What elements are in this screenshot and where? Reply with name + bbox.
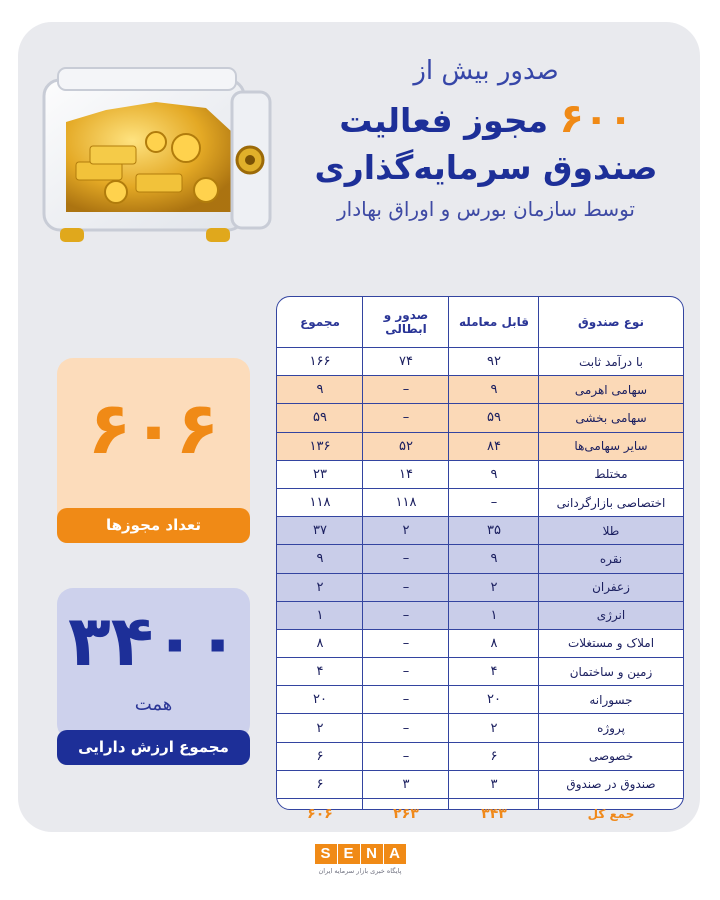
cell-issue: ۲ bbox=[402, 523, 410, 539]
total-tradable: ۳۴۳ bbox=[481, 806, 507, 822]
title-line2 bbox=[290, 96, 682, 142]
cell-type: صندوق در صندوق bbox=[566, 777, 656, 792]
cell-total: ۴ bbox=[316, 664, 324, 680]
cell-issue: – bbox=[402, 551, 410, 567]
table-row bbox=[277, 602, 683, 630]
total-issue: ۲۶۳ bbox=[393, 806, 419, 822]
total-total: ۶۰۶ bbox=[307, 806, 333, 822]
cell-issue: ۷۴ bbox=[399, 354, 413, 370]
cell-type: سهامی اهرمی bbox=[574, 382, 648, 397]
cell-total: ۹ bbox=[316, 382, 324, 398]
cell-total: ۳۷ bbox=[313, 523, 327, 539]
cell-type: جسورانه bbox=[589, 692, 633, 707]
header-total: مجموع bbox=[300, 315, 340, 329]
cell-tradable: ۲۰ bbox=[487, 692, 501, 708]
cell-total: ۵۹ bbox=[313, 410, 327, 426]
cell-issue: ۱۴ bbox=[399, 466, 413, 482]
cell-tradable: ۱ bbox=[490, 607, 498, 623]
title-number: ۶۰۰ bbox=[559, 96, 633, 142]
cell-issue: ۳ bbox=[402, 776, 410, 792]
table-row bbox=[277, 489, 683, 517]
cell-type: سهامی بخشی bbox=[575, 410, 647, 425]
cell-tradable: – bbox=[490, 495, 498, 511]
logo-letter: N bbox=[361, 844, 383, 864]
cell-tradable: ۳ bbox=[490, 776, 498, 792]
cell-total: ۹ bbox=[316, 551, 324, 567]
title-subtitle: توسط سازمان بورس و اوراق بهادار bbox=[336, 197, 635, 221]
table-total-row bbox=[277, 799, 683, 829]
cell-type: پروژه bbox=[597, 721, 625, 736]
table-row bbox=[277, 517, 683, 545]
cell-type: سایر سهامی‌ها bbox=[574, 439, 648, 454]
table-row bbox=[277, 404, 683, 432]
title-line3: صندوق سرمایه‌گذاری bbox=[314, 148, 658, 187]
cell-issue: – bbox=[402, 382, 410, 398]
cell-total: ۲ bbox=[316, 579, 324, 595]
cell-type: نقره bbox=[599, 551, 623, 566]
cell-type: املاک و مستغلات bbox=[567, 636, 655, 651]
cell-tradable: ۴ bbox=[490, 664, 498, 680]
table-row bbox=[277, 630, 683, 658]
cell-type: مختلط bbox=[594, 467, 628, 482]
table-row bbox=[277, 433, 683, 461]
licenses-card bbox=[57, 358, 250, 530]
total-label: جمع کل bbox=[587, 807, 635, 821]
cell-type: زمین و ساختمان bbox=[569, 664, 653, 679]
cell-tradable: ۳۵ bbox=[487, 523, 501, 539]
cell-type: خصوصی bbox=[588, 749, 634, 764]
cell-total: ۲۳ bbox=[313, 466, 327, 482]
cell-tradable: ۹ bbox=[490, 551, 498, 567]
cell-issue: – bbox=[402, 692, 410, 708]
cell-tradable: ۵۹ bbox=[487, 410, 501, 426]
funds-table bbox=[276, 296, 684, 822]
gold-safe-illustration bbox=[36, 62, 276, 258]
cell-total: ۲۰ bbox=[313, 692, 327, 708]
cell-type: با درآمد ثابت bbox=[579, 354, 643, 369]
cell-total: ۶ bbox=[316, 748, 324, 764]
header-issue: صدور و ابطالی bbox=[383, 308, 429, 336]
cell-total: ۱۱۸ bbox=[309, 495, 331, 511]
logo-letter: E bbox=[338, 844, 360, 864]
logo-letters bbox=[310, 844, 410, 864]
logo-letter: A bbox=[384, 844, 406, 864]
table-header bbox=[277, 297, 683, 348]
cell-tradable: ۶ bbox=[490, 748, 498, 764]
table-row bbox=[277, 743, 683, 771]
table-row bbox=[277, 376, 683, 404]
cell-total: ۱۶۶ bbox=[309, 354, 331, 370]
cell-type: انرژی bbox=[596, 608, 626, 623]
cell-total: ۲ bbox=[316, 720, 324, 736]
title-line1: صدور بیش از bbox=[413, 56, 559, 86]
cell-tradable: ۲ bbox=[490, 579, 498, 595]
cell-issue: – bbox=[402, 720, 410, 736]
assets-label: مجموع ارزش دارایی bbox=[57, 730, 250, 765]
table-row bbox=[277, 461, 683, 489]
table-row bbox=[277, 658, 683, 686]
cell-issue: – bbox=[402, 579, 410, 595]
licenses-label: تعداد مجوزها bbox=[57, 508, 250, 543]
assets-unit: همت bbox=[134, 694, 173, 715]
cell-total: ۱ bbox=[316, 607, 324, 623]
cell-issue: – bbox=[402, 748, 410, 764]
sena-logo bbox=[310, 844, 410, 878]
title-line2-text: مجوز فعالیت bbox=[339, 101, 549, 140]
cell-tradable: ۹۲ bbox=[487, 354, 501, 370]
cell-issue: – bbox=[402, 607, 410, 623]
cell-tradable: ۹ bbox=[490, 382, 498, 398]
cell-tradable: ۸۴ bbox=[487, 438, 501, 454]
header-tradable: قابل معامله bbox=[458, 315, 530, 329]
cell-issue: – bbox=[402, 635, 410, 651]
table-row bbox=[277, 545, 683, 573]
cell-total: ۸ bbox=[316, 635, 324, 651]
assets-value: ۳۴۰۰ bbox=[68, 600, 239, 682]
cell-total: ۱۳۶ bbox=[309, 438, 331, 454]
assets-card bbox=[57, 588, 250, 740]
cell-issue: – bbox=[402, 410, 410, 426]
logo-tagline: پایگاه خبری بازار سرمایه ایران bbox=[318, 867, 402, 875]
title-block bbox=[290, 52, 682, 221]
logo-letter: S bbox=[315, 844, 337, 864]
table-row bbox=[277, 348, 683, 376]
licenses-value: ۶۰۶ bbox=[87, 386, 220, 470]
cell-type: زعفران bbox=[592, 580, 630, 595]
cell-tradable: ۲ bbox=[490, 720, 498, 736]
cell-type: طلا bbox=[602, 523, 620, 538]
cell-issue: – bbox=[402, 664, 410, 680]
cell-tradable: ۸ bbox=[490, 635, 498, 651]
cell-total: ۶ bbox=[316, 776, 324, 792]
table-row bbox=[277, 771, 683, 799]
table-row bbox=[277, 714, 683, 742]
table-row bbox=[277, 574, 683, 602]
cell-type: اختصاصی بازارگردانی bbox=[556, 495, 666, 510]
table-body bbox=[277, 348, 683, 799]
cell-issue: ۱۱۸ bbox=[395, 495, 417, 511]
table-row bbox=[277, 686, 683, 714]
cell-issue: ۵۲ bbox=[399, 438, 413, 454]
cell-tradable: ۹ bbox=[490, 466, 498, 482]
header-type: نوع صندوق bbox=[577, 315, 645, 329]
